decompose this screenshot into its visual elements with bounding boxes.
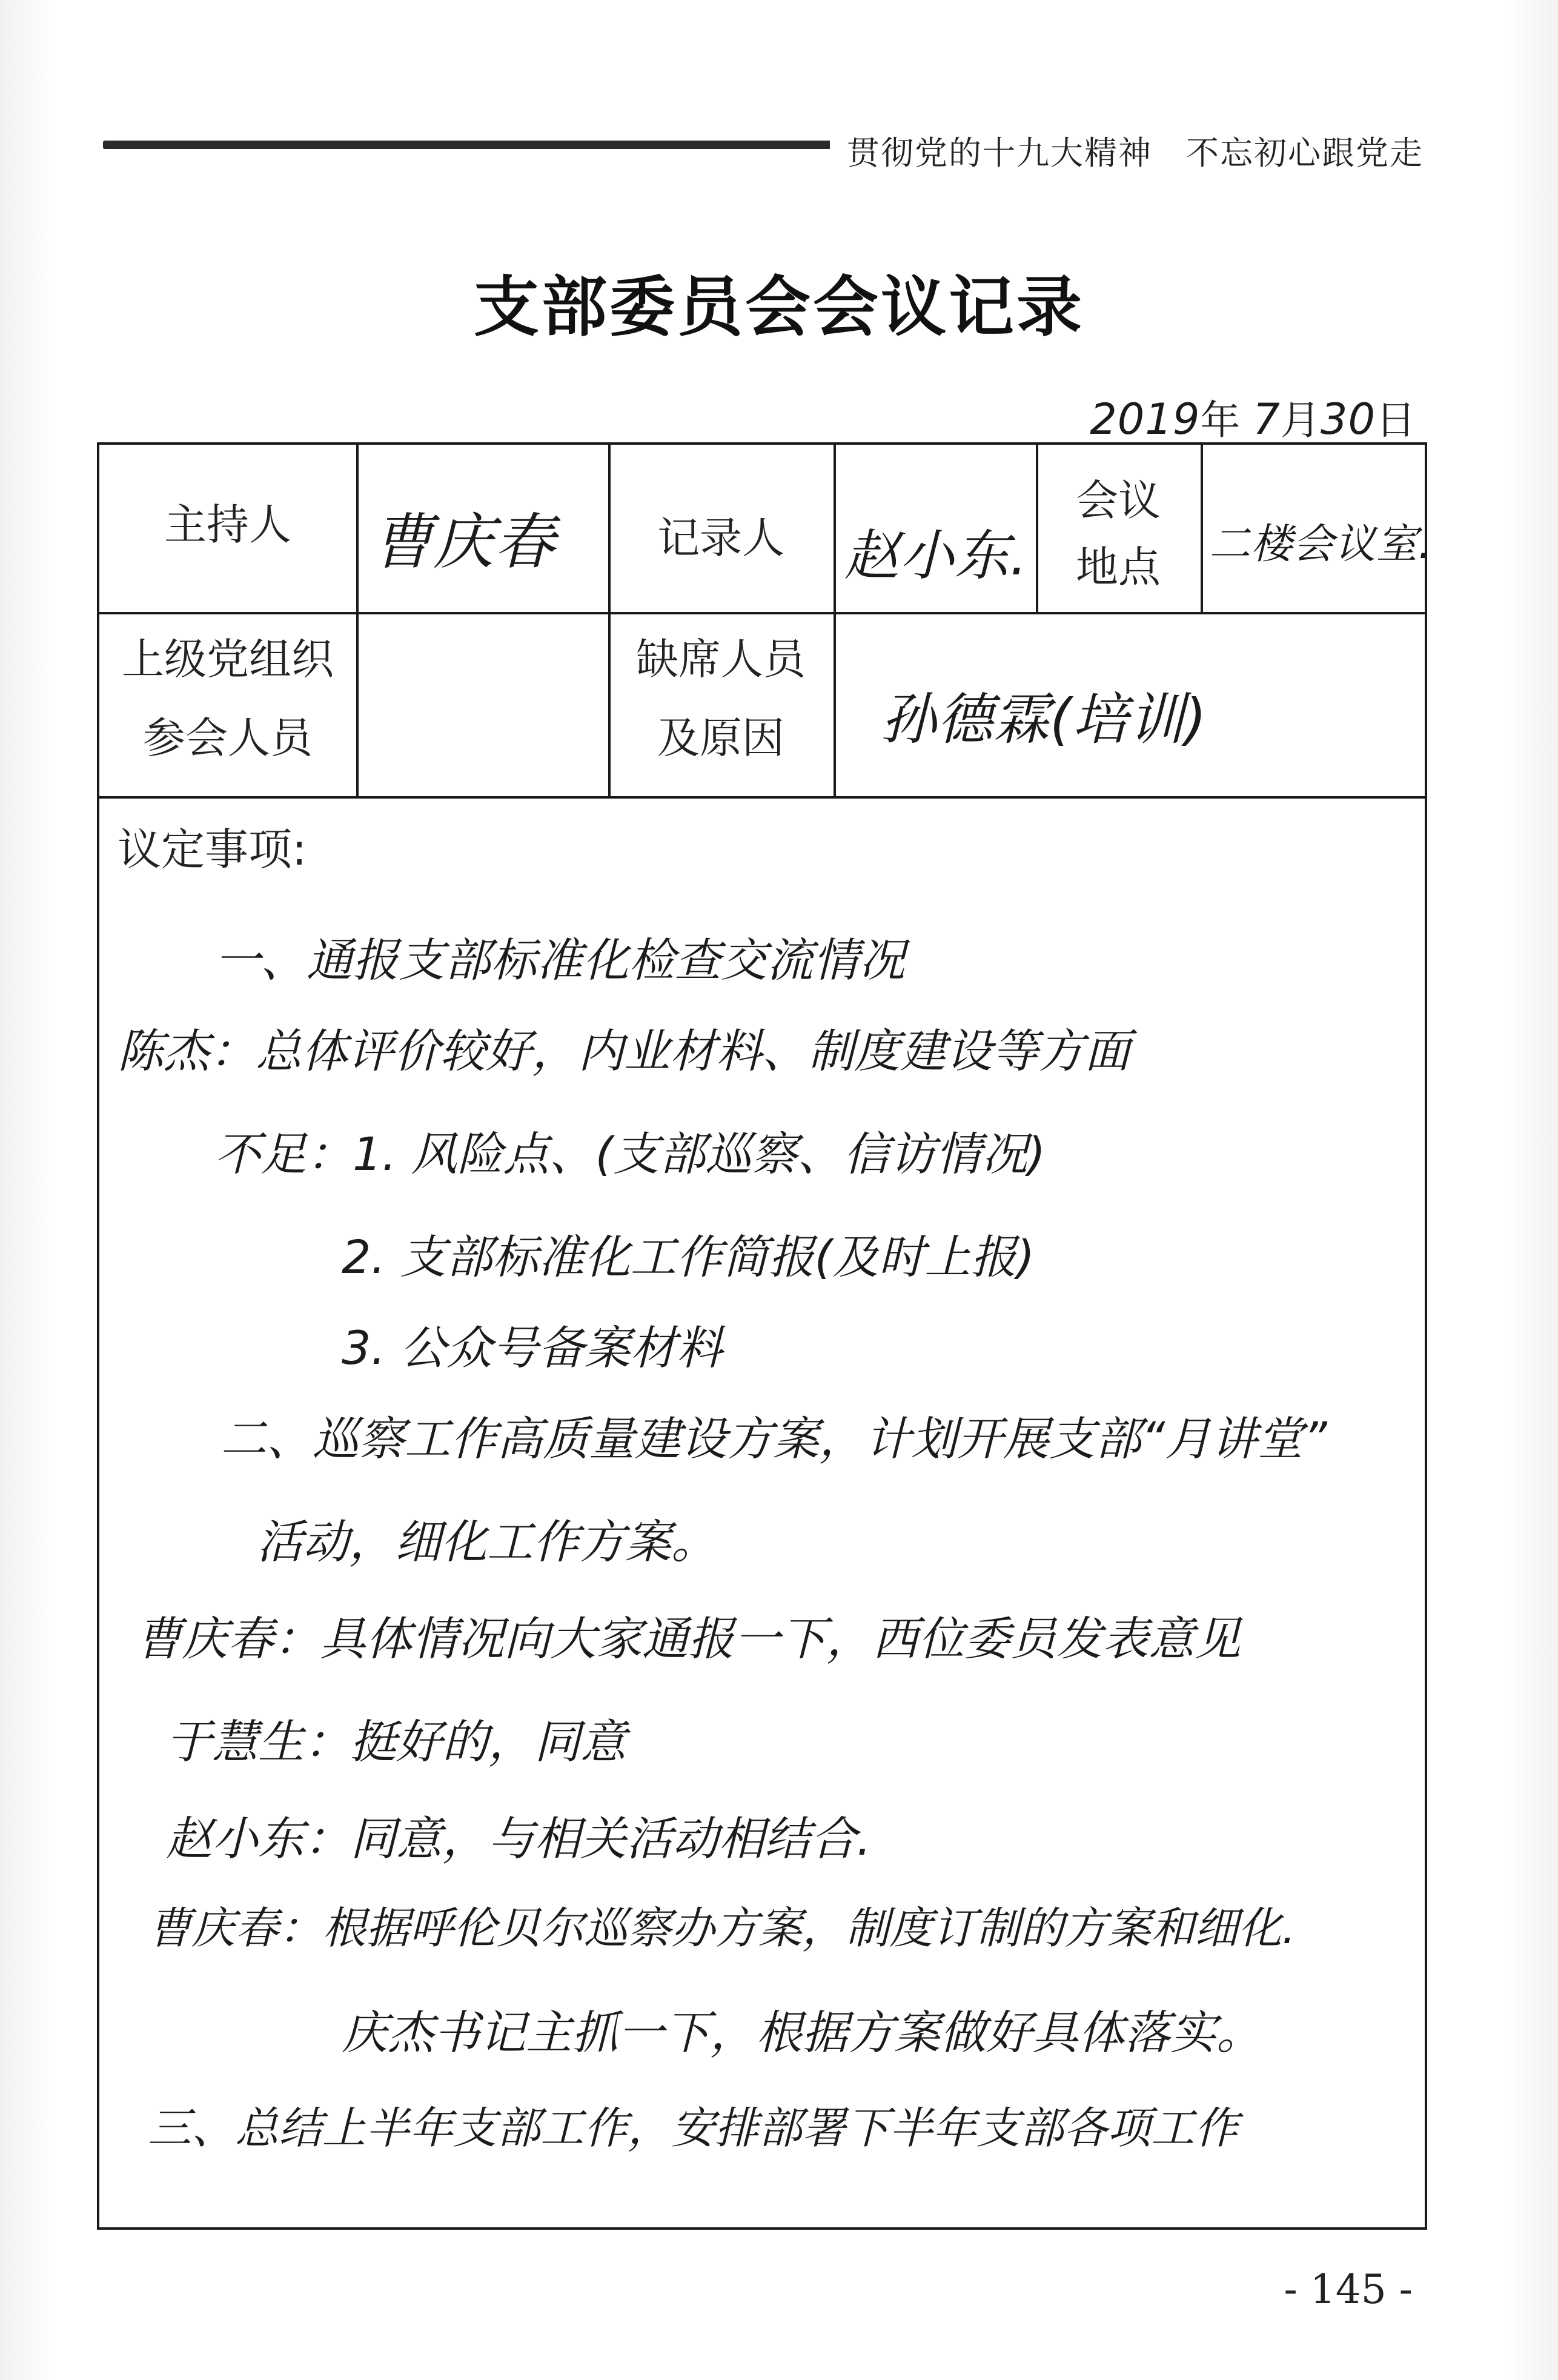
minutes-line: 不足：1. 风险点、(支部巡察、信访情况) (214, 1127, 1046, 1181)
host-value: 曹庆春 (372, 507, 555, 577)
minutes-line: 三、总结上半年支部工作，安排部署下半年支部各项工作 (148, 2102, 1239, 2153)
minutes-line: 陈杰：总体评价较好，内业材料、制度建设等方面 (118, 1024, 1130, 1078)
minutes-line: 曹庆春：根据呼伦贝尔巡察办方案，制度订制的方案和细化. (148, 1903, 1296, 1953)
row-divider-1 (99, 612, 1425, 614)
minutes-line: 活动，细化工作方案。 (257, 1515, 717, 1569)
date-year-unit: 年 (1200, 397, 1241, 444)
superior-attendees-label-line1: 上级党组织 (122, 634, 334, 684)
location-label-line2: 地点 (1076, 542, 1161, 592)
absent-label-line2: 及原因 (657, 713, 784, 763)
absent-value: 孙德霖(培训) (881, 687, 1207, 752)
absent-label-line1: 缺席人员 (636, 634, 806, 684)
recorder-label: 记录人 (657, 513, 784, 563)
row-divider-2 (99, 796, 1425, 799)
minutes-line: 于慧生：挺好的，同意 (166, 1715, 626, 1769)
superior-attendees-label-line2: 参会人员 (143, 713, 313, 763)
decisions-label: 议定事项: (118, 824, 307, 875)
header-motto: 贯彻党的十九大精神 不忘初心跟党走 (830, 127, 1424, 174)
date-month-unit: 月 (1280, 397, 1321, 444)
date-day: 30 (1320, 394, 1376, 444)
host-label: 主持人 (164, 500, 291, 550)
minutes-line: 庆杰书记主抓一下，根据方案做好具体落实。 (342, 2006, 1262, 2059)
location-value: 二楼会议室. (1209, 520, 1432, 568)
col-divider-1 (356, 445, 359, 796)
date-year: 2019 (1090, 394, 1201, 444)
location-label-line1: 会议 (1076, 476, 1161, 525)
page-number (0, 2266, 1558, 2313)
minutes-line: 一、通报支部标准化检查交流情况 (214, 933, 905, 987)
date-day-unit: 日 (1376, 397, 1416, 444)
minutes-form (97, 442, 1432, 2230)
meeting-date (1090, 388, 1416, 445)
minutes-line: 曹庆春：具体情况向大家通报一下，西位委员发表意见 (136, 1612, 1241, 1666)
minutes-line: 二、巡察工作高质量建设方案，计划开展支部“月讲堂” (220, 1412, 1327, 1466)
minutes-line: 3. 公众号备案材料 (342, 1321, 723, 1375)
minutes-line: 2. 支部标准化工作简报(及时上报) (342, 1230, 1035, 1284)
col-divider-3 (834, 445, 836, 796)
date-month: 7 (1253, 394, 1281, 444)
page-number-text: - 145 - (1284, 2266, 1413, 2313)
col-divider-5 (1201, 445, 1203, 612)
recorder-value: 赵小东. (844, 524, 1028, 588)
page-title: 支部委员会会议记录 (473, 269, 1084, 345)
minutes-line: 赵小东：同意，与相关活动相结合. (166, 1812, 872, 1866)
